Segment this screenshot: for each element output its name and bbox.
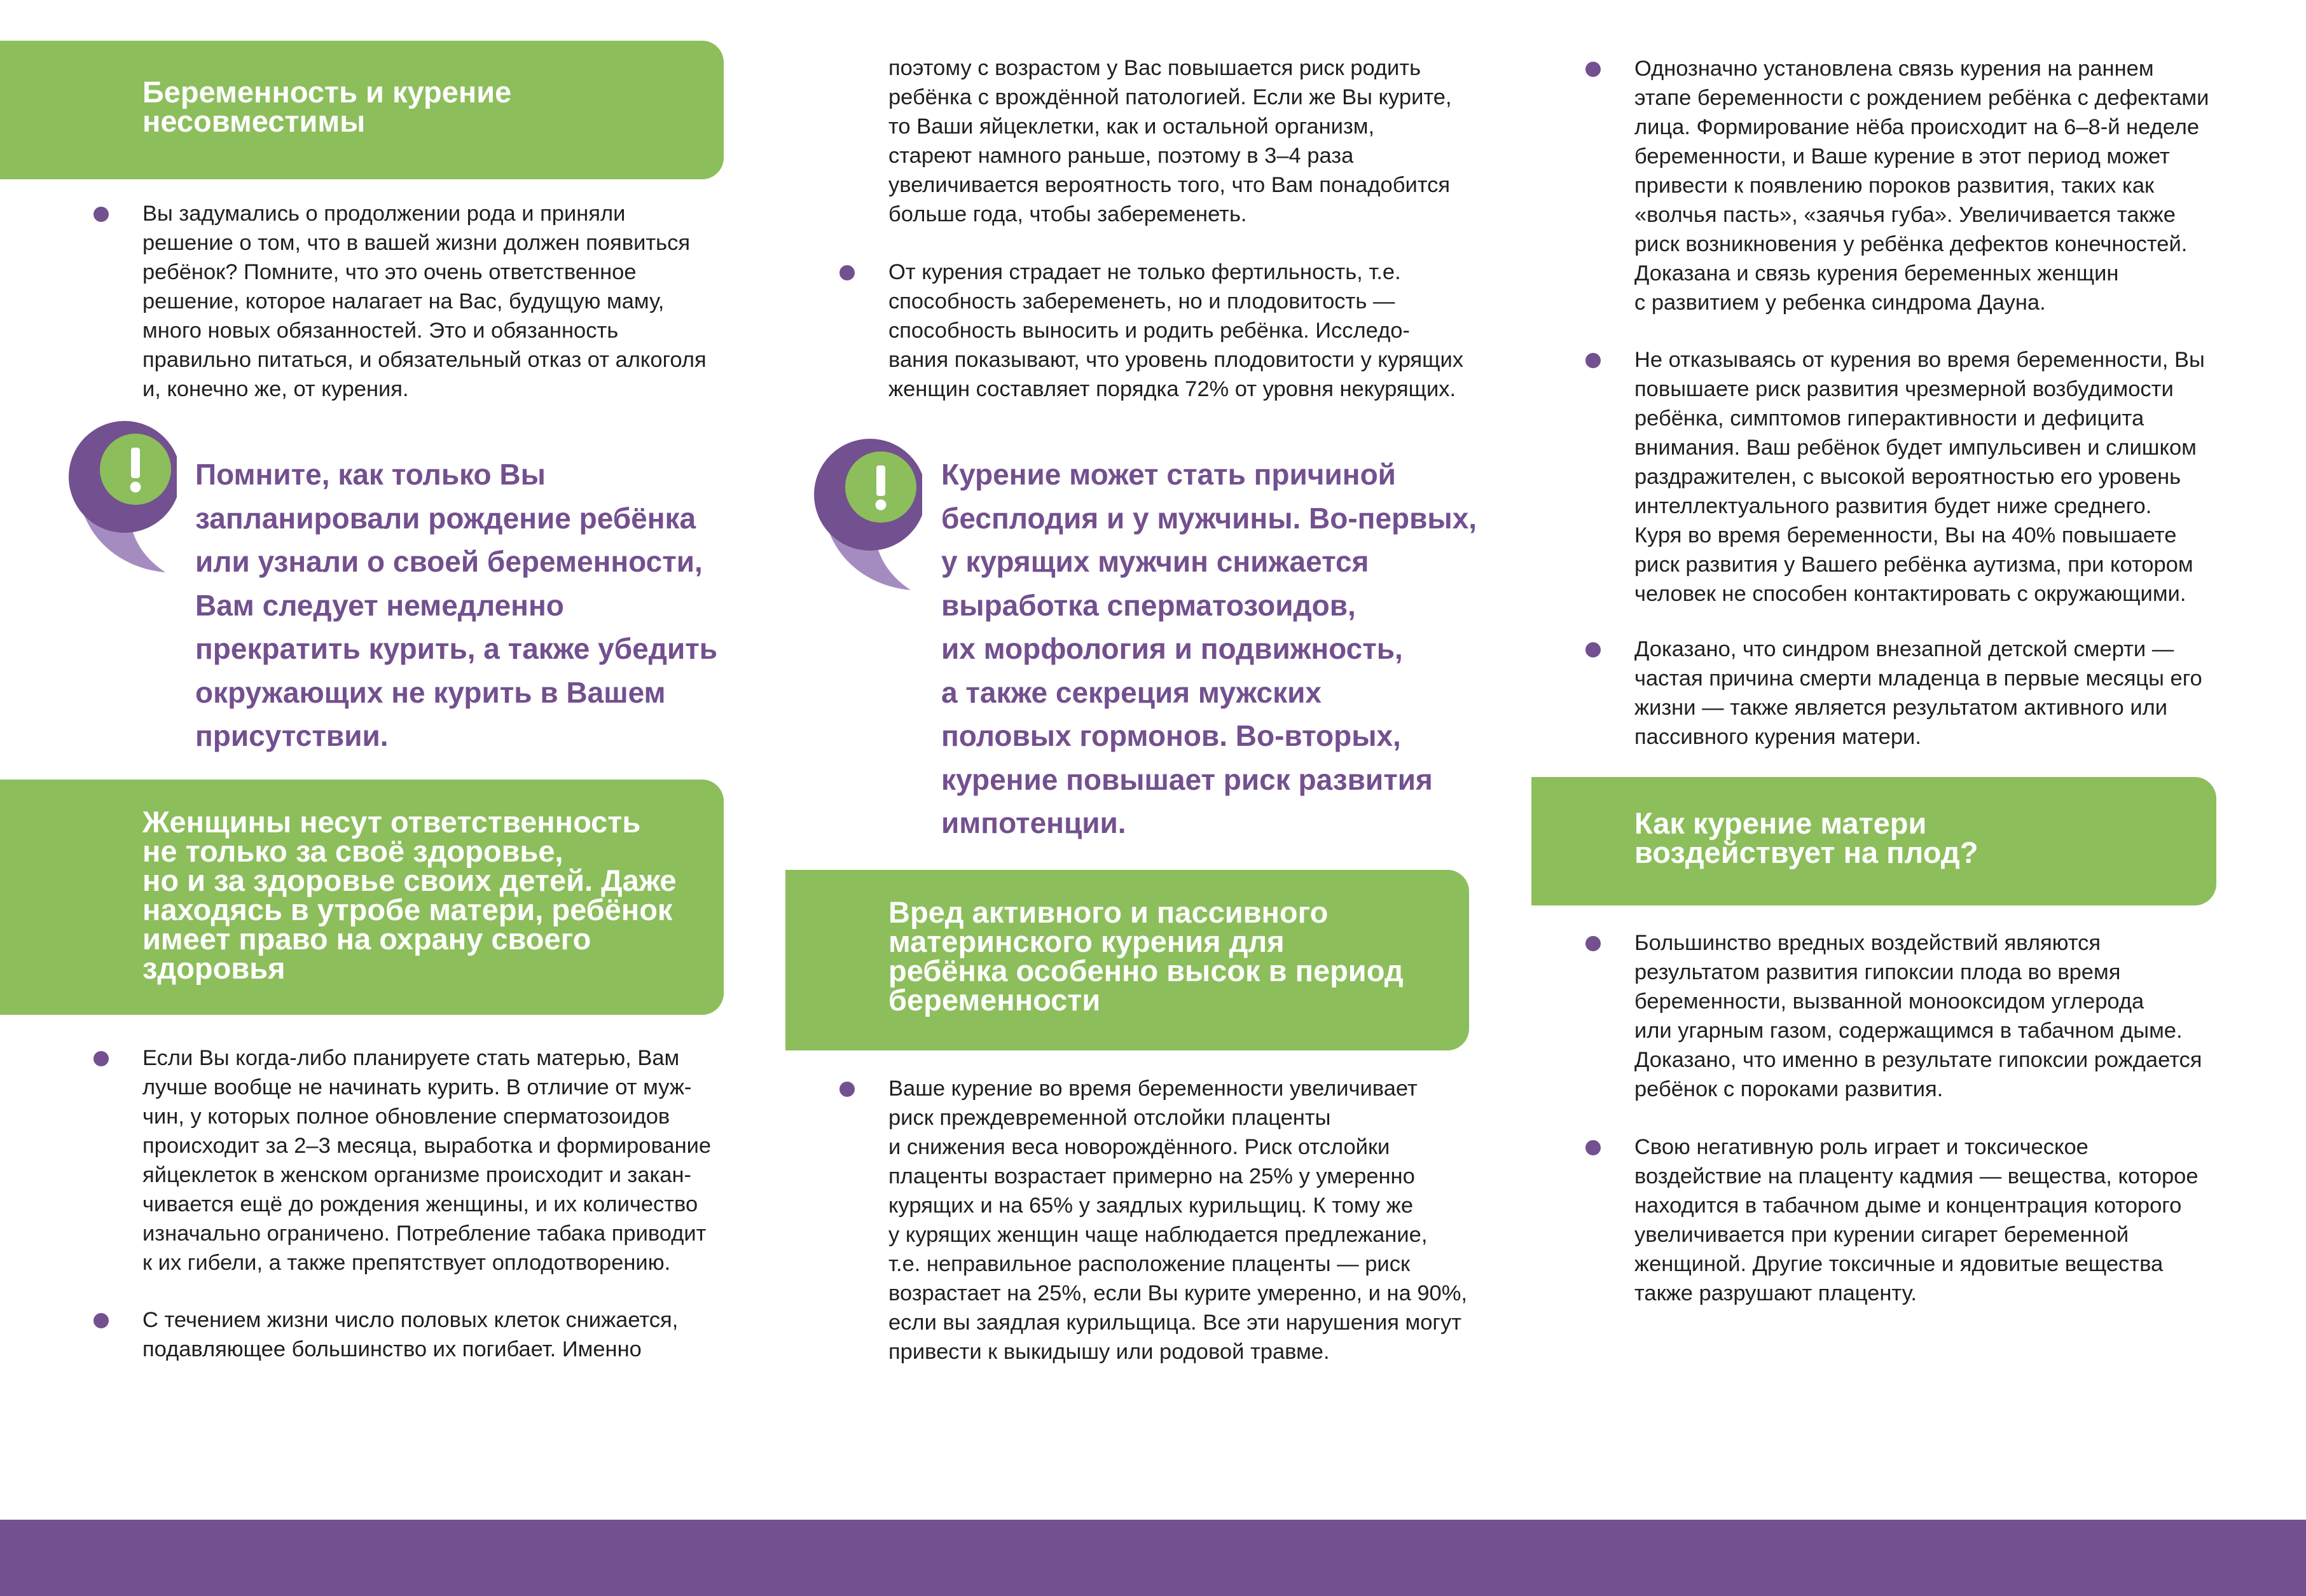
bullet-icon xyxy=(93,1051,109,1066)
callout-quit-smoking: Помните, как только Вы запланировали рождение ребёнка или узнали о своей беременности, Вам следует немедленно прекратить курить, а также убедить окружающих не курить в Вашем присутствии. xyxy=(195,458,718,752)
bullet-icon xyxy=(839,265,855,280)
section-header-active-passive-smoking: Вред активного и пассивного материнского курения для ребёнка особенно высок в период беременности xyxy=(785,870,1469,1050)
paragraph-start-smoking: Если Вы когда-либо планируете стать матерью, Вам лучше вообще не начинать курить. В отличие от муж- чин, у которых полное обновление сперматозоидов происходит за 2–3 месяца, выработка и формирование яйцеклеток в женском организме происходит и закан- чивается ещё до рождения женщины, и их количество изначально ограничено. Потребление табака приводит к их гибели, а также препятствует оплодотворению. xyxy=(142,1046,712,1275)
section-header-effect-on-fetus: Как курение матери воздействует на плод? xyxy=(1531,777,2216,905)
bullet-icon xyxy=(93,207,109,222)
paragraph-cadmium: Свою негативную роль играет и токсическое воздействие на плаценту кадмия — вещества, которое находится в табачном дыме и концентрация которого увеличивается при курении сигарет беременной женщиной. Другие токсичные и ядовитые вещества также разрушают плаценту. xyxy=(1634,1135,2199,1305)
section-header-pregnancy-smoking: Беременность и курение несовместимы xyxy=(0,41,724,179)
paragraph-hyperactivity: Не отказываясь от курения во время беременности, Вы повышаете риск развития чрезмерной возбудимости ребёнка, симптомов гиперактивности и дефицита внимания. Ваш ребёнок будет импульсивен и слишком раздражителен, с высокой вероятностью его уровень интеллектуального развития будет ниже среднего. Куря во время беременности, Вы на 40% повышаете риск развития у Вашего ребёнка аутизма, при котором человек не способен контактировать с окружающими. xyxy=(1634,348,2205,606)
paragraph-sids: Доказано, что синдром внезапной детской смерти — частая причина смерти младенца в первые месяцы его жизни — также является результатом активного или пассивного курения матери. xyxy=(1634,637,2202,749)
bullet-icon xyxy=(1585,642,1601,657)
bullet-icon xyxy=(93,1313,109,1328)
exclamation-callout-icon xyxy=(814,439,922,610)
bullet-icon xyxy=(1585,353,1601,368)
exclamation-callout-icon xyxy=(69,421,177,593)
paragraph-age-risk: поэтому с возрастом у Вас повышается риск родить ребёнка с врождённой патологией. Если же Вы курите, то Ваши яйцеклетки, как и остальной организм, стареют намного раньше, поэтому в 3–4 раза увеличивается вероятность того, что Вам понадобится больше года, чтобы забеременеть. xyxy=(888,56,1452,226)
footer-band xyxy=(0,1520,2306,1596)
bullet-icon xyxy=(1585,1140,1601,1155)
paragraph-fertility: От курения страдает не только фертильность, т.е. способность забеременеть, но и плодовитость — способность выносить и родить ребёнка. Исследо- вания показывают, что уровень плодовитости у курящих женщин составляет порядка 72% от уровня некурящих. xyxy=(888,260,1464,401)
callout-male-infertility: Курение может стать причиной бесплодия и у мужчины. Во-первых, у курящих мужчин снижается выработка сперматозоидов, их морфология и подвижность, а также секреция мужских половых гормонов. Во-вторых, курение повышает риск развития импотенции. xyxy=(941,458,1477,839)
paragraph-facial-defects: Однозначно установлена связь курения на раннем этапе беременности с рождением ребёнка с дефектами лица. Формирование нёба происходит на 6–8-й неделе беременности, и Ваше курение в этот период может привести к появлению пороков развития, таких как «волчья пасть», «заячья губа». Увеличивается также риск возникновения у ребёнка дефектов конечностей. Доказана и связь курения беременных женщин с развитием у ребенка синдрома Дауна. xyxy=(1634,57,2209,315)
bullet-icon xyxy=(1585,936,1601,951)
section-header-women-responsibility: Женщины несут ответственность не только за своё здоровье, но и за здоровье своих детей. Даже находясь в утробе матери, ребёнок имеет право на охрану своего здоровья xyxy=(0,780,724,1015)
bullet-icon xyxy=(1585,62,1601,77)
bullet-icon xyxy=(839,1082,855,1097)
paragraph-placenta-risk: Ваше курение во время беременности увеличивает риск преждевременной отслойки плаценты и снижения веса новорождённого. Риск отслойки плаценты возрастает примерно на 25% у умеренно курящих и на 65% у заядлых курильщиц. К тому же у курящих женщин чаще наблюдается предлежание, т.е. неправильное расположение плаценты — риск возрастает на 25%, если Вы курите умеренно, и на 90%, если вы заядлая курильщица. Все эти нарушения могут привести к выкидышу или родовой травме. xyxy=(888,1077,1467,1364)
paragraph-cells-decrease: С течением жизни число половых клеток снижается, подавляющее большинство их погибает. Именно xyxy=(142,1308,679,1361)
paragraph-responsible-decision: Вы задумались о продолжении рода и приняли решение о том, что в вашей жизни должен появиться ребёнок? Помните, что это очень ответственное решение, которое налагает на Вас, будущую маму, много новых обязанностей. Это и обязанность правильно питаться, и обязательный отказ от алкоголя и, конечно же, от курения. xyxy=(142,202,707,401)
paragraph-hypoxia: Большинство вредных воздействий являются результатом развития гипоксии плода во время беременности, вызванной монооксидом углерода или угарным газом, содержащимся в табачном дыме. Доказано, что именно в результате гипоксии рождается ребёнок с пороками развития. xyxy=(1634,931,2202,1101)
